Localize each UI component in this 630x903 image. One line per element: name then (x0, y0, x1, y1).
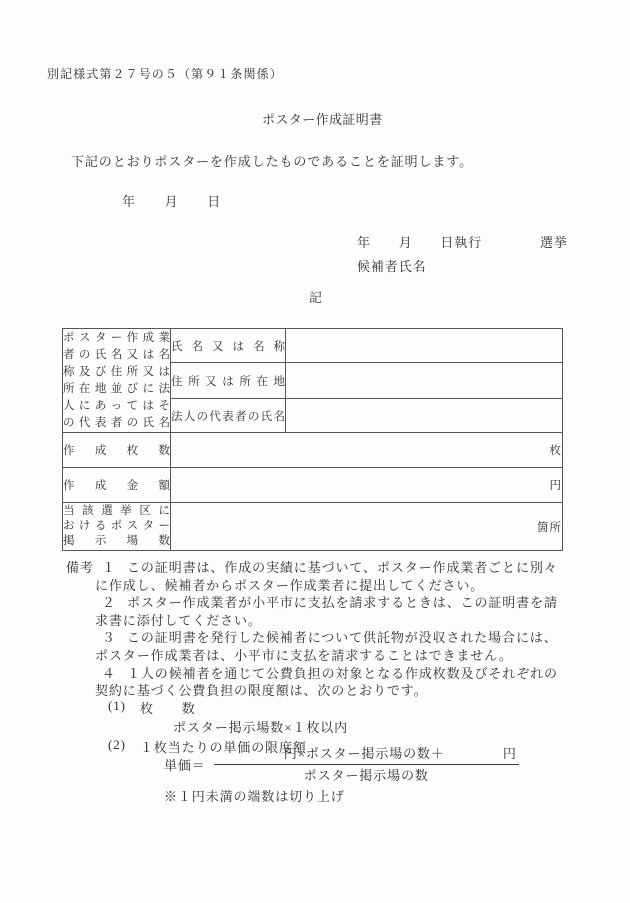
note-text: 契約に基づく公費負担の限度額は、次のとおりです。 (95, 683, 428, 698)
amount-value-cell (171, 468, 563, 503)
amount-label: 作成金額 (63, 480, 170, 492)
representative-label: 法人の代表者の氏名 (171, 410, 285, 423)
formula-denominator: ポスター掲示場の数 (303, 768, 429, 783)
formula-numerator (214, 746, 519, 765)
maker-header-line: 所在地並びに法 (63, 382, 170, 395)
note-text: 求書に添付してください。 (95, 613, 262, 628)
note-number: ３ (102, 630, 116, 645)
notes-heading: 備考 (66, 560, 94, 575)
issue-date-blank: 年 月 日 (122, 194, 222, 209)
address-label-cell (171, 363, 286, 399)
election-suffix: 選挙 (540, 235, 568, 250)
note-text: １人の候補者を通じて公費負担の対象となる作成枚数及びそれぞれの (127, 666, 558, 681)
subitem-label: １枚当たりの単価の限度額 (140, 740, 307, 755)
unit-price-formula (164, 746, 519, 783)
note-text: ポスター作成業者は、小平市に支払を請求することはできません。 (95, 648, 513, 663)
copies-unit: 枚 (549, 445, 562, 457)
record-marker: 記 (309, 290, 323, 305)
note-text: この証明書は、作成の実績に基づいて、ポスター作成業者ごとに別々 (127, 560, 558, 575)
formula-fraction (214, 746, 519, 783)
table-row (63, 503, 563, 551)
copies-value-cell (171, 433, 563, 468)
form-number: 別記様式第２７号の５（第９１条関係） (47, 67, 283, 81)
sites-unit: 箇所 (537, 521, 562, 534)
table-row (63, 329, 563, 363)
representative-value-cell (286, 399, 563, 433)
note-text: ポスター作成業者が小平市に支払を請求するときは、この証明書を請 (127, 595, 558, 610)
address-label: 住所又は所在地 (171, 375, 285, 388)
note-number: １ (102, 560, 116, 575)
note-number: ２ (102, 595, 116, 610)
subitem-label: 枚 数 (140, 701, 196, 716)
formula-lhs: 単価＝ (164, 758, 206, 773)
address-value-cell (286, 363, 563, 399)
note-text: に作成し、候補者からポスター作成業者に提出してください。 (95, 578, 485, 593)
amount-unit: 円 (549, 480, 562, 492)
subitem-number: (1) (108, 698, 126, 713)
maker-header-line: ポスター作成業 (63, 331, 170, 344)
note-text: この証明書を発行した候補者について供託物が没収された場合には、 (127, 630, 558, 645)
certificate-table (62, 328, 563, 551)
name-label: 氏名又は名称 (171, 340, 285, 353)
page-title: ポスター作成証明書 (262, 112, 383, 127)
copies-label-cell (63, 433, 171, 468)
sites-label-line: 掲示場数 (63, 535, 170, 547)
sites-label-line: おけるポスター (63, 520, 170, 532)
sites-value-cell (171, 503, 563, 551)
table-row (63, 468, 563, 503)
maker-header-line: 人にあってはそ (63, 399, 170, 412)
rounding-note: ※１円未満の端数は切り上げ (164, 789, 345, 804)
sites-label-cell (63, 503, 171, 551)
sites-label-line: 当該選挙区に (63, 505, 170, 517)
representative-label-cell (171, 399, 286, 433)
maker-header-line: の代表者の氏名 (63, 416, 170, 429)
copies-label: 作成枚数 (63, 445, 170, 457)
name-value-cell (286, 329, 563, 363)
declaration-sentence: 下記のとおりポスターを作成したものであることを証明します。 (71, 154, 474, 169)
maker-header-line: 称及び住所又は (63, 365, 170, 378)
numerator-suffix: 円 (502, 746, 517, 761)
subitem-detail: ポスター掲示場数×１枚以内 (173, 720, 349, 735)
subitem-number: (2) (108, 737, 126, 752)
candidate-name-label: 候補者氏名 (357, 259, 427, 274)
amount-label-cell (63, 468, 171, 503)
election-date-line: 年 月 日執行 (357, 235, 483, 250)
note-number: ４ (102, 666, 116, 681)
maker-header-line: 者の氏名又は名 (63, 348, 170, 361)
name-label-cell (171, 329, 286, 363)
numerator-prefix: 円×ポスター掲示場の数＋ (283, 746, 445, 761)
table-row (63, 433, 563, 468)
maker-header-cell (63, 329, 171, 433)
